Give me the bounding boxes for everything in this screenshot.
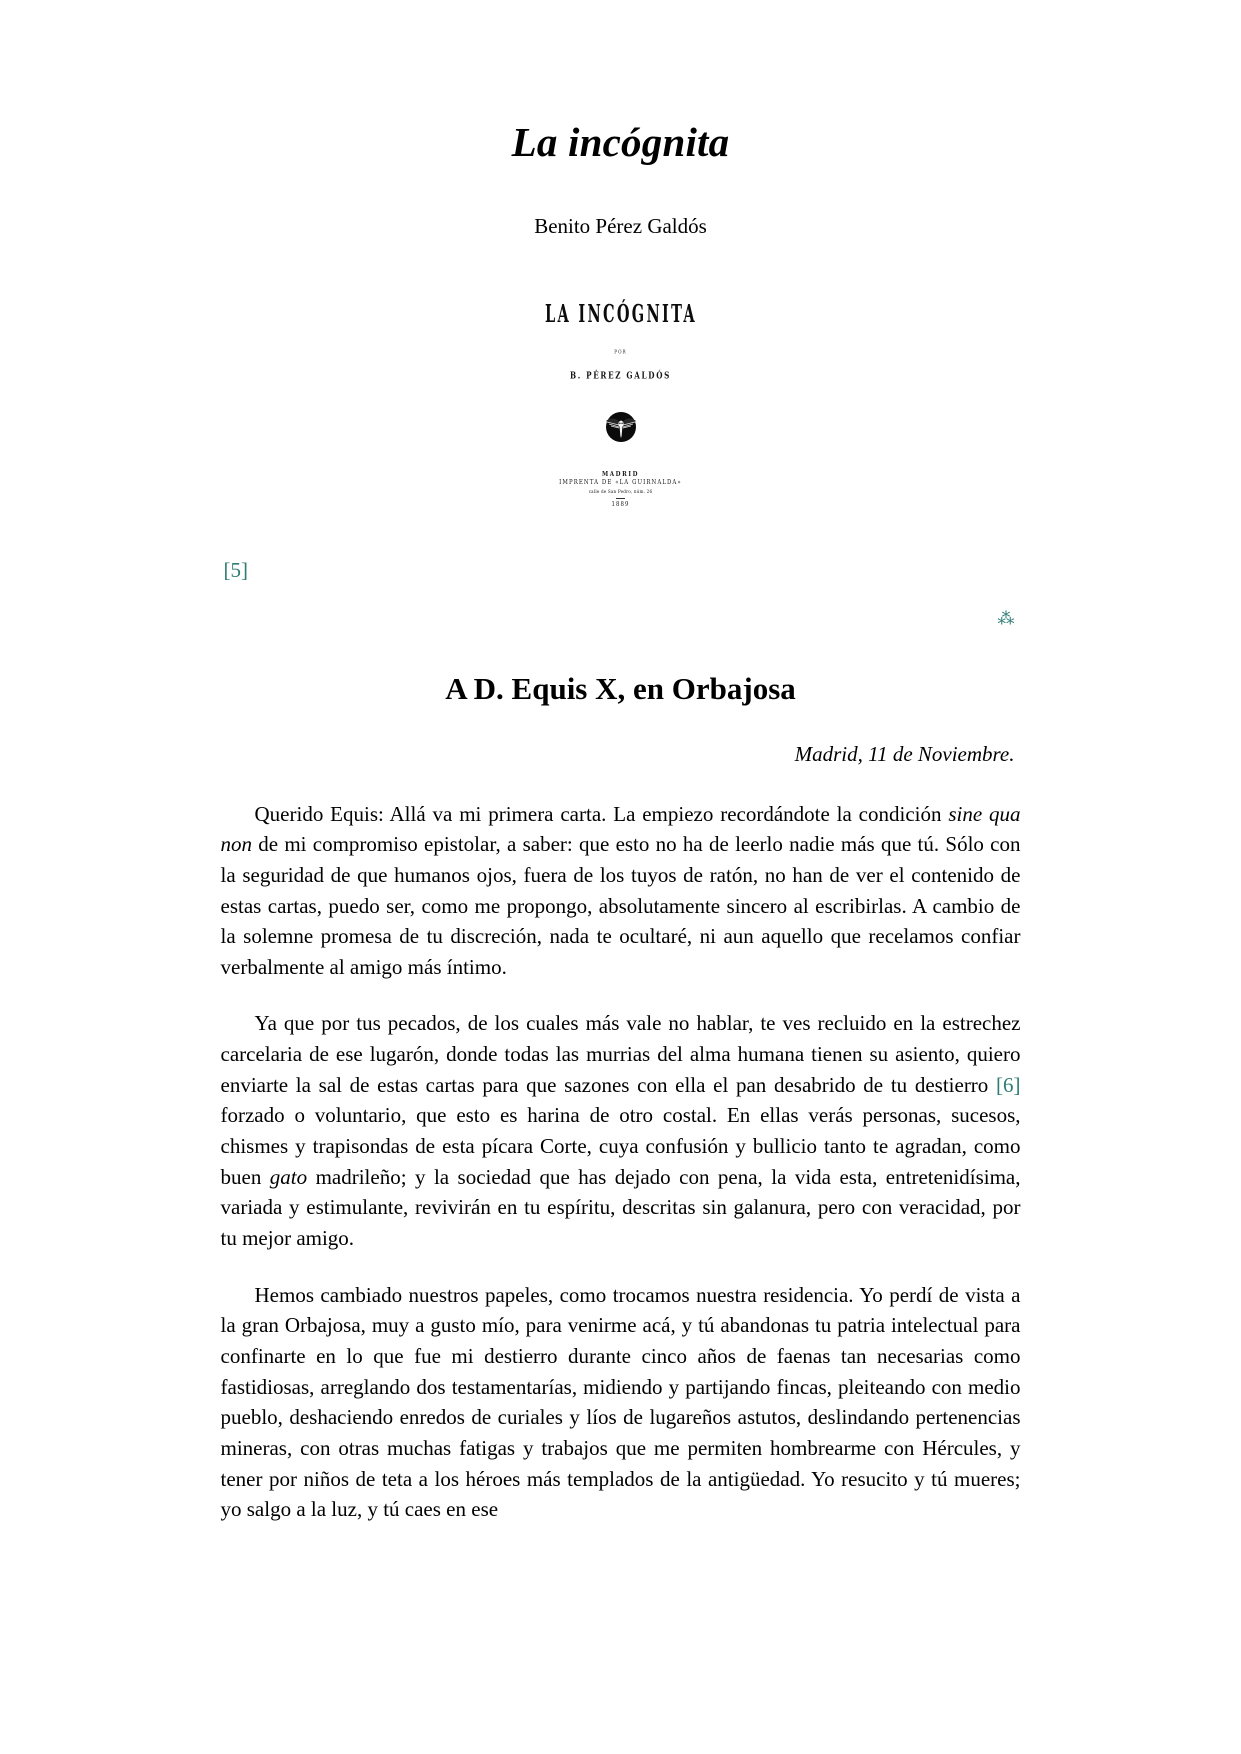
document-title: La incógnita (511, 119, 730, 165)
page-marker-5: [5] (223, 558, 248, 583)
facsimile-title: LA INCÓGNITA (544, 300, 697, 329)
facsimile-by-word: POR (614, 347, 627, 355)
facsimile-imprint (506, 471, 736, 511)
letter-paragraph (221, 799, 1021, 983)
letter-paragraph (221, 1008, 1021, 1253)
imprint-divider (616, 498, 625, 499)
page-marker-6: [6] (996, 1072, 1021, 1097)
asterism-ornament-icon: ⁂ (997, 608, 1015, 628)
letter-paragraph (221, 1280, 1021, 1525)
imprint-press: IMPRENTA DE «LA GUIRNALDA» (559, 478, 682, 487)
paragraph-text: Ya que por tus pecados, de los cuales más vale no hablar, te ves recluido en la estrechez carcelaria de ese lugarón, donde todas las murrias del alma humana tienen su asiento, quiero enviarte la sal de estas cartas para que sazones con ella el pan desabrido de tu destierro (220, 1011, 1021, 1097)
emphasis-text: gato (269, 1164, 308, 1189)
page-content (221, 0, 1021, 1525)
imprint-year: 1889 (611, 501, 630, 509)
paragraph-text: Querido Equis: Allá va mi primera carta. La empiezo recordándote la condición (254, 801, 949, 826)
paragraph-text: forzado o voluntario, que esto es harina de otro costal. En ellas verás personas, sucesos, chismes y trapisondas de esta pícara Corte, cuya confusión y bullicio tanto te agradan, como buen (220, 1103, 1021, 1189)
title-page-facsimile (506, 300, 736, 510)
letter-body (221, 799, 1021, 1525)
publisher-emblem-icon (598, 402, 644, 448)
imprint-city: MADRID (601, 471, 640, 479)
paragraph-text: de mi compromiso epistolar, a saber: que esto no ha de leerlo nadie más que tú. Sólo con la seguridad de que humanos ojos, fuera de los tuyos de ratón, no han de ver el contenido de estas cartas, puedo ser, como me propongo, absolutamente sincero al escribirlas. A cambio de la solemne promesa de tu discreción, nada te ocultaré, ni aun aquello que recelamos confiar verbalmente al amigo más íntimo. (220, 832, 1021, 979)
paragraph-text: Hemos cambiado nuestros papeles, como trocamos nuestra residencia. Yo perdí de vista a la gran Orbajosa, muy a gusto mío, para venirme acá, y tú abandonas tu patria intelectual para confinarte en lo que fue mi destierro durante cinco años de faenas tan necesarias como fastidiosas, arreglando dos testamentarías, midiendo y partijando fincas, pleiteando con medio pueblo, deshaciendo enredos de curiales y líos de lugareños astutos, deslindando pertenencias mineras, con otras muchas fatigas y trabajos que me permiten hombrearme con Hércules, y tener por niños de teta a los héroes más templados de la antigüedad. Yo resucito y tú mueres; yo salgo a la luz, y tú caes en ese (220, 1282, 1021, 1522)
imprint-address: calle de San Pedro, núm. 26 (588, 487, 653, 494)
paragraph-text: madrileño; y la sociedad que has dejado con pena, la vida esta, entretenidísima, variada y estimulante, revivirán en tu espíritu, descritas sin galanura, pero con veracidad, por tu mejor amigo. (220, 1164, 1021, 1251)
emphasis-text: sine qua non (220, 801, 1021, 857)
ornament-row (221, 610, 1021, 634)
facsimile-author: B. PÉREZ GALDÓS (569, 369, 672, 381)
letter-heading: A D. Equis X, en Orbajosa (445, 670, 796, 706)
document-author: Benito Pérez Galdós (534, 214, 707, 239)
letter-dateline: Madrid, 11 de Noviembre. (794, 742, 1015, 767)
